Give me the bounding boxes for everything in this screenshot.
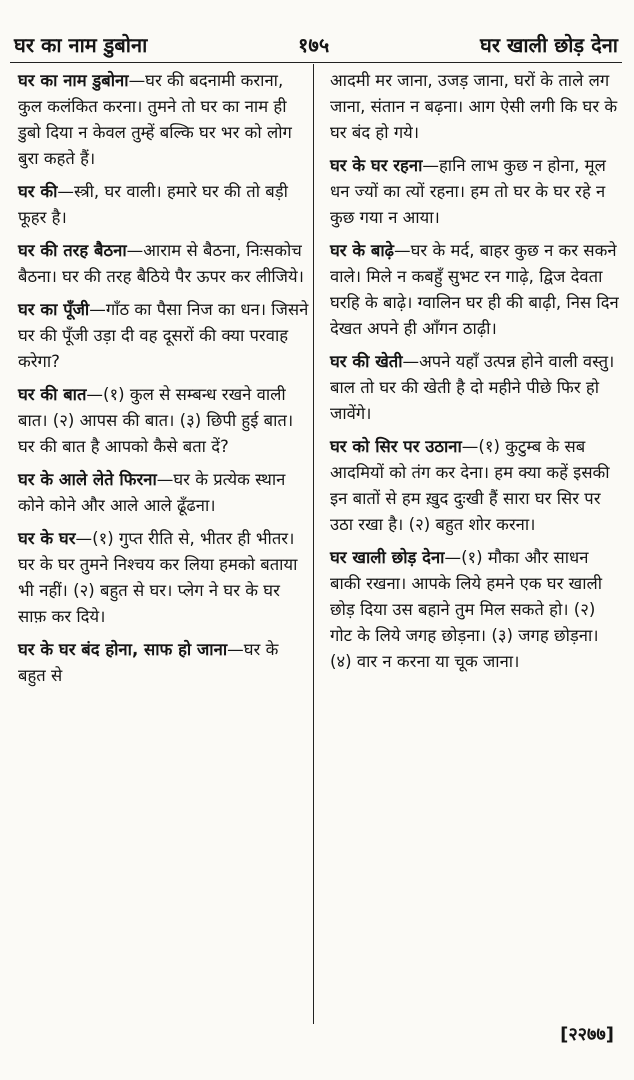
dictionary-entry	[18, 179, 310, 231]
entry-term: घर के बाढ़े	[330, 241, 395, 260]
entry-definition: —घर के मर्द, बाहर कुछ न कर सकने वाले। मिले न कबहुँ सुभट रन गाढ़े, द्विज देवता घरहि के बाढ़े। ग्वालिन घर ही की बाढ़ी, निस दिन देखत अपने ही आँगन ठाढ़ी।	[330, 241, 619, 338]
dictionary-entry	[18, 467, 310, 519]
entry-definition: —गाँठ का पैसा निज का धन। जिसने घर की पूँजी उड़ा दी वह दूसरों की क्या परवाह करेगा?	[18, 300, 309, 371]
dictionary-entry	[330, 68, 620, 146]
page-number: १७५	[298, 32, 330, 57]
dictionary-entry	[18, 238, 310, 290]
entry-term: घर के घर रहना	[330, 156, 423, 175]
entry-definition: —(१) कुल से सम्बन्ध रखने वाली बात। (२) आपस की बात। (३) छिपी हुई बात। घर की बात है आपको कैसे बता दें?	[18, 385, 294, 456]
entry-definition: —अपने यहाँ उत्पन्न होने वाली वस्तु। बाल तो घर की खेती है दो महीने पीछे फिर हो जावेंगे।	[330, 352, 615, 423]
left-column	[18, 68, 310, 696]
dictionary-entry	[18, 297, 310, 375]
entry-term: घर की तरह बैठना	[18, 241, 127, 260]
entry-definition: —स्त्री, घर वाली। हमारे घर की तो बड़ी फूहर है।	[18, 182, 288, 227]
entry-definition: —(१) गुप्त रीति से, भीतर ही भीतर। घर के घर तुमने निश्चय कर लिया हमको बताया भी नहीं। (२) बहुत से घर। प्लेग ने घर के घर साफ़ कर दिये।	[18, 529, 298, 626]
entry-definition: —घर के प्रत्येक स्थान कोने कोने और आले आले ढूँढना।	[18, 470, 286, 515]
entry-term: घर के आले लेते फिरना	[18, 470, 157, 489]
signature-mark: [२२७७]	[560, 1024, 614, 1045]
dictionary-entry	[330, 238, 620, 342]
dictionary-entry	[330, 434, 620, 538]
entry-term: घर के घर	[18, 529, 76, 548]
dictionary-entry	[18, 68, 310, 172]
entry-definition: —घर की बदनामी कराना, कुल कलंकित करना। तुमने तो घर का नाम ही डुबो दिया न केवल तुम्हें बल्कि घर भर को लोग बुरा कहते हैं।	[18, 71, 292, 168]
entry-term: घर खाली छोड़ देना	[330, 548, 445, 567]
dictionary-entry	[18, 382, 310, 460]
entry-term: घर का नाम डुबोना	[18, 71, 129, 90]
entry-term: घर की खेती	[330, 352, 403, 371]
dictionary-entry	[18, 637, 310, 689]
header-right-guide-word: घर खाली छोड़ देना	[480, 32, 618, 57]
entry-definition: —घर के बहुत से	[18, 640, 279, 685]
column-divider	[313, 64, 314, 1024]
dictionary-entry	[330, 349, 620, 427]
entry-term: घर के घर बंद होना, साफ हो जाना	[18, 640, 228, 659]
header-left-guide-word: घर का नाम डुबोना	[14, 32, 148, 57]
entry-definition: —आराम से बैठना, निःसकोच बैठना। घर की तरह बैठिये पैर ऊपर कर लीजिये।	[18, 241, 304, 286]
header-rule	[10, 62, 622, 63]
entry-definition: —(१) मौका और साधन बाकी रखना। आपके लिये हमने एक घर खाली छोड़ दिया उस बहाने तुम मिल सकते हो। (२) गोट के लिये जगह छोड़ना। (३) जगह छोड़ना। (४) वार न करना या चूक जाना।	[330, 548, 603, 671]
entry-term: घर की	[18, 182, 58, 201]
page-header	[14, 26, 618, 62]
entry-term: घर को सिर पर उठाना	[330, 437, 462, 456]
entry-term: घर का पूँजी	[18, 300, 90, 319]
right-column	[330, 68, 620, 682]
dictionary-entry	[18, 526, 310, 630]
dictionary-entry	[330, 545, 620, 675]
entry-definition: —हानि लाभ कुछ न होना, मूल धन ज्यों का त्यों रहना। हम तो घर के घर रहे न कुछ गया न आया।	[330, 156, 606, 227]
entry-term: घर की बात	[18, 385, 87, 404]
entry-definition: आदमी मर जाना, उजड़ जाना, घरों के ताले लग जाना, संतान न बढ़ना। आग ऐसी लगी कि घर के घर बंद हो गये।	[330, 71, 618, 142]
entry-definition: —(१) कुटुम्ब के सब आदमियों को तंग कर देना। हम क्या कहें इसकी इन बातों से हम ख़ुद दुःखी हैं सारा घर सिर पर उठा रखा है। (२) बहुत शोर करना।	[330, 437, 610, 534]
dictionary-entry	[330, 153, 620, 231]
